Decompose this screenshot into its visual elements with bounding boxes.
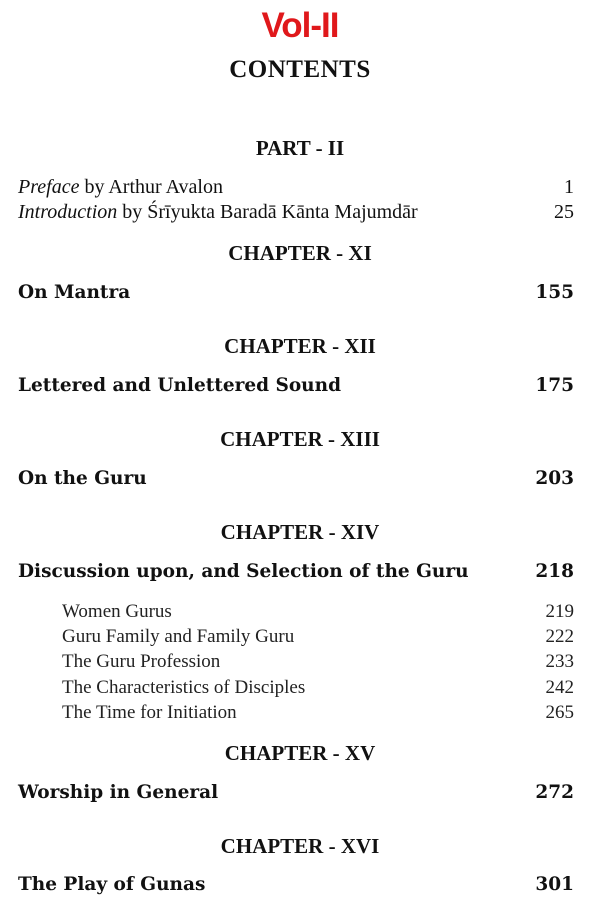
part-heading: PART - II bbox=[255, 136, 345, 160]
chapter-entry-xiv bbox=[18, 561, 574, 582]
front-matter-title-rest: by Arthur Avalon bbox=[79, 176, 223, 198]
chapter-title: Lettered and Unlettered Sound bbox=[18, 375, 342, 396]
chapter-title: Discussion upon, and Selection of the Guru bbox=[18, 561, 469, 582]
section-title: The Characteristics of Disciples bbox=[62, 677, 306, 698]
section-page: 219 bbox=[545, 601, 574, 622]
section-page: 242 bbox=[545, 677, 574, 698]
section-page: 265 bbox=[545, 702, 574, 723]
chapter-page: 272 bbox=[535, 782, 574, 803]
section-entry bbox=[62, 702, 574, 724]
chapter-page: 203 bbox=[535, 468, 574, 489]
chapter-title: On the Guru bbox=[18, 468, 147, 489]
chapter-heading-xiii: CHAPTER - XIII bbox=[220, 427, 380, 451]
chapter-page: 218 bbox=[535, 561, 574, 582]
section-title: The Time for Initiation bbox=[62, 702, 237, 723]
front-matter-page: 25 bbox=[554, 201, 574, 223]
volume-title: Vol-II bbox=[261, 6, 339, 45]
section-page: 222 bbox=[545, 626, 574, 647]
front-matter-title-rest: by Śrīyukta Baradā Kānta Majumdār bbox=[117, 201, 418, 223]
contents-title: CONTENTS bbox=[229, 56, 371, 83]
front-matter-title-emphasis: Introduction bbox=[18, 201, 118, 223]
section-title: The Guru Profession bbox=[62, 651, 221, 672]
chapter-page: 301 bbox=[535, 874, 574, 895]
chapter-heading-xi: CHAPTER - XI bbox=[228, 241, 372, 265]
section-entry bbox=[62, 601, 574, 623]
section-entry bbox=[62, 677, 574, 699]
front-matter-title bbox=[18, 201, 418, 224]
chapter-title: Worship in General bbox=[18, 782, 219, 803]
front-matter-introduction bbox=[18, 201, 574, 224]
chapter-entry-xii bbox=[18, 375, 574, 396]
chapter-title: On Mantra bbox=[18, 282, 131, 303]
chapter-heading-xii: CHAPTER - XII bbox=[224, 334, 376, 358]
chapter-heading-xiv: CHAPTER - XIV bbox=[220, 520, 380, 544]
front-matter-page: 1 bbox=[564, 176, 574, 198]
section-title: Guru Family and Family Guru bbox=[62, 626, 295, 647]
section-page: 233 bbox=[545, 651, 574, 672]
chapter-entry-xvi bbox=[18, 874, 574, 895]
section-entry bbox=[62, 651, 574, 673]
front-matter-title bbox=[18, 176, 223, 199]
chapter-heading-xvi: CHAPTER - XVI bbox=[220, 834, 380, 858]
chapter-entry-xi bbox=[18, 282, 574, 303]
chapter-page: 155 bbox=[535, 282, 574, 303]
front-matter-title-emphasis: Preface bbox=[18, 176, 80, 198]
chapter-title: The Play of Gunas bbox=[18, 874, 206, 895]
chapter-entry-xiii bbox=[18, 468, 574, 489]
section-title: Women Gurus bbox=[62, 601, 172, 622]
front-matter-preface bbox=[18, 176, 574, 199]
chapter-page: 175 bbox=[535, 375, 574, 396]
section-entry bbox=[62, 626, 574, 648]
chapter-heading-xv: CHAPTER - XV bbox=[224, 741, 376, 765]
chapter-entry-xv bbox=[18, 782, 574, 803]
